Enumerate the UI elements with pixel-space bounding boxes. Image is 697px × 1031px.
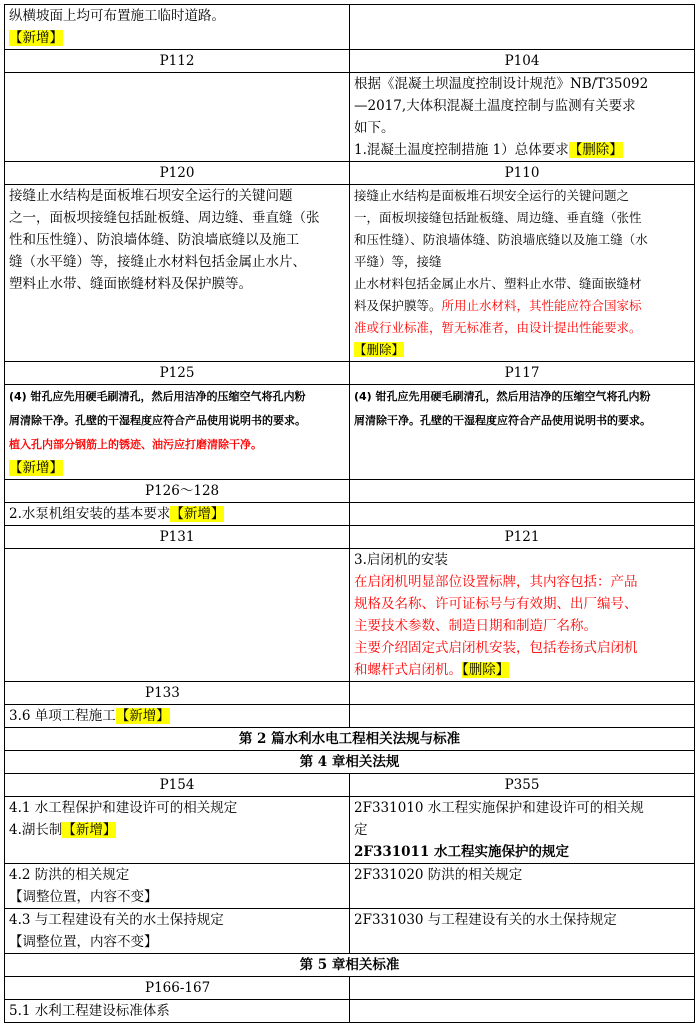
cell-right [350,480,695,503]
table-row [5,385,695,480]
cell-text-line: 4.2 防洪的相关规定 [9,867,130,883]
cell-text-line: 屑清除干净。孔壁的干湿程度应符合产品使用说明书的要求。 [9,414,306,427]
cell-right [350,705,695,728]
deleted-text: 主要技术参数、制造日期和制造厂名称。 [354,618,597,634]
revision-comparison-table [4,4,695,1023]
page-ref-left: P125 [5,362,350,385]
cell-right [350,5,695,50]
table-row [5,1000,695,1023]
added-text: 植入孔内部分钢筋上的锈迹、油污应打磨清除干净。 [9,438,262,451]
cell-text-line: 2F331010 水工程实施保护和建设许可的相关规 [354,800,644,816]
cell-right [350,549,695,682]
cell-text-line: 一，面板坝接缝包括趾板缝、周边缝、垂直缝（张性 [354,210,642,225]
table-row [5,682,695,705]
page-ref-left: P131 [5,526,350,549]
cell-right: 2F331020 防洪的相关规定 [350,864,695,909]
cell-right [350,682,695,705]
cell-text-line: 4.1 水工程保护和建设许可的相关规定 [9,800,238,816]
cell-text-line: 定 [354,822,368,838]
cell-left [5,503,350,526]
page-ref-right: P117 [350,362,695,385]
cell-text-line: 和压性缝）、防浪墙体缝、防浪墙底缝以及施工缝（水 [354,232,648,247]
page-ref-right: P104 [350,50,695,73]
cell-text-line: 4.湖长制 [9,822,63,838]
table-row [5,162,695,185]
page-ref-left: P154 [5,774,350,797]
cell-text-line: 接缝止水结构是面板堆石坝安全运行的关键问题之 [354,188,630,203]
table-row [5,774,695,797]
page-ref-right: P121 [350,526,695,549]
deleted-text: 和螺杆式启闭机。 [354,662,462,678]
cell-right [350,385,695,480]
cell-right [350,1000,695,1023]
table-row [5,480,695,503]
table-row [5,705,695,728]
added-tag: 【新增】 [9,30,63,46]
cell-text-line: 接缝止水结构是面板堆石坝安全运行的关键问题 [9,188,293,204]
cell-text-line: 屑清除干净。孔壁的干湿程度应符合产品使用说明书的要求。 [354,414,651,427]
cell-right [350,503,695,526]
deleted-text: 准或行业标准，暂无标准者，由设计提出性能要求。 [354,320,642,335]
chapter-header: 第 4 章相关法规 [5,751,695,774]
cell-left [5,797,350,864]
page-ref-left: P120 [5,162,350,185]
added-tag: 【新增】 [9,460,63,476]
page-ref-left: P166-167 [5,977,350,1000]
cell-left [5,705,350,728]
deleted-text: 在启闭机明显部位设置标牌，其内容包括：产品 [354,574,638,590]
cell-text: 3.6 单项工程施工 [9,708,116,724]
deleted-text: 所用止水材料，其性能应符合国家标 [441,298,642,313]
added-tag: 【新增】 [170,506,225,522]
cell-text-line: 缝（水平缝）等，接缝止水材料包括金属止水片、 [9,254,306,270]
cell-text-line: (4) 钳孔应先用硬毛刷清孔，然后用洁净的压缩空气将孔内粉 [354,390,651,403]
table-row [5,73,695,162]
cell-left [5,385,350,480]
page-ref-left: P133 [5,682,350,705]
deleted-text: 主要介绍固定式启闭机安装，包括卷扬式启闭机 [354,640,638,656]
cell-text-line: 2F331011 水工程实施保护的规定 [354,844,570,860]
cell-text-line: 止水材料包括金属止水片、塑料止水带、缝面嵌缝材 [354,276,642,291]
table-row [5,909,695,954]
page-ref-left: P126～128 [5,480,350,503]
cell-right: 2F331030 与工程建设有关的水土保持规定 [350,909,695,954]
cell-right [350,185,695,362]
table-row [5,751,695,774]
cell-text-line: 1.混凝土温度控制措施 1）总体要求 [354,142,569,158]
cell-text-line: 根据《混凝土坝温度控制设计规范》NB/T35092 [354,76,649,92]
cell-note: 【调整位置，内容不变】 [9,934,158,950]
added-tag: 【新增】 [115,708,170,724]
cell-right [350,977,695,1000]
table-row [5,977,695,1000]
cell-text-line: 之一，面板坝接缝包括趾板缝、周边缝、垂直缝（张 [9,210,320,226]
page-ref-right: P355 [350,774,695,797]
table-row [5,797,695,864]
cell-left [5,549,350,682]
added-tag: 【新增】 [62,822,117,838]
cell-text-line: 3.启闭机的安装 [354,552,448,568]
table-row [5,362,695,385]
cell-note: 【调整位置，内容不变】 [9,889,158,905]
cell-right [350,73,695,162]
table-row [5,503,695,526]
page-ref-right: P110 [350,162,695,185]
cell-left: 5.1 水利工程建设标准体系 [5,1000,350,1023]
chapter-header: 第 5 章相关标准 [5,954,695,977]
page-ref-left: P112 [5,50,350,73]
cell-left [5,185,350,362]
part-header: 第 2 篇水利水电工程相关法规与标准 [5,728,695,751]
cell-left [5,909,350,954]
cell-text-line: 平缝）等，接缝 [354,254,442,269]
cell-text-line: 塑料止水带、缝面嵌缝材料及保护膜等。 [9,276,252,292]
table-row [5,728,695,751]
table-row [5,5,695,50]
cell-text-line: 如下。 [354,120,395,136]
deleted-tag: 【删除】 [568,142,623,158]
cell-text-line: (4) 钳孔应先用硬毛刷清孔，然后用洁净的压缩空气将孔内粉 [9,390,306,403]
table-row [5,185,695,362]
cell-text: 纵横坡面上均可布置施工临时道路。 [9,8,225,24]
deleted-tag: 【删除】 [354,342,405,357]
cell-right [350,797,695,864]
table-row [5,549,695,682]
cell-left [5,5,350,50]
cell-left [5,73,350,162]
cell-text: 2.水泵机组安装的基本要求 [9,506,171,522]
cell-text-line: 4.3 与工程建设有关的水土保持规定 [9,912,224,928]
deleted-tag: 【删除】 [462,662,510,678]
table-row [5,50,695,73]
cell-left [5,864,350,909]
table-row [5,526,695,549]
cell-text-line: —2017,大体积混凝土温度控制与监测有关要求 [354,98,636,114]
deleted-text: 规格及名称、许可证标号与有效期、出厂编号、 [354,596,638,612]
cell-text-line: 性和压性缝）、防浪墙体缝、防浪墙底缝以及施工 [9,232,300,248]
table-row [5,864,695,909]
table-row [5,954,695,977]
cell-text-line: 料及保护膜等。 [354,298,442,313]
